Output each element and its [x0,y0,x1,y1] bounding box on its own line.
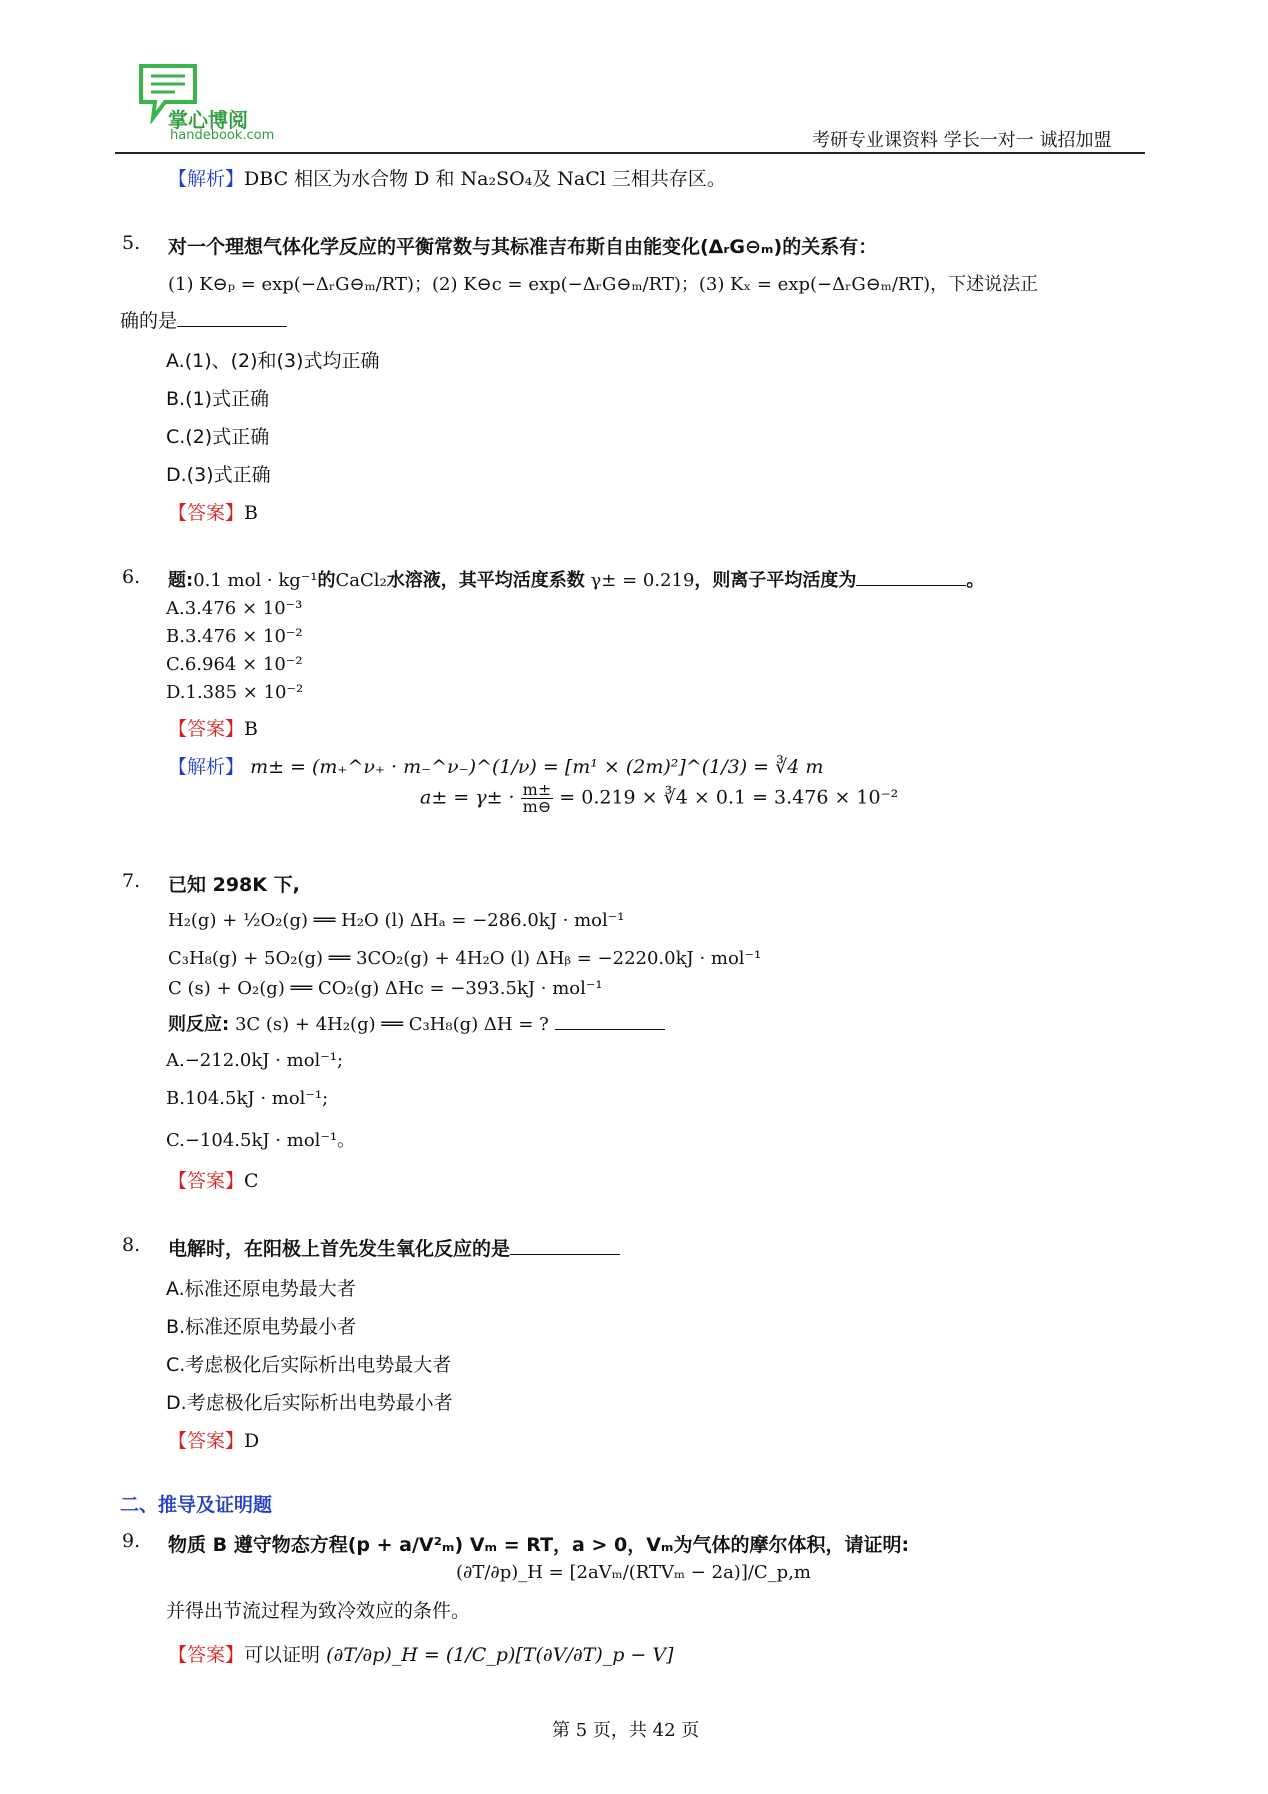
q7-eq1: H₂(g) + ½O₂(g) ══ H₂O (l) ΔHₐ = −286.0kJ · mol⁻¹ [168,910,625,931]
analysis-tag: 【解析】 [168,756,245,778]
q7-stem: 已知 298K 下, [168,874,300,896]
q6-option-d: D.1.385 × 10⁻² [166,682,304,703]
q8-option-d: D.考虑极化后实际析出电势最小者 [166,1392,453,1414]
q6-analysis [168,752,823,779]
q7-number: 7. [122,870,141,892]
q7-option-a: A.−212.0kJ · mol⁻¹; [166,1050,344,1071]
q6-analysis-line2: a± = γ± · $\frac{m\pm}{m⊖}$ = 0.219 × ∛4 × 0.1 = 3.476 × 10⁻² [420,780,899,816]
q7-eq2: C₃H₈(g) + 5O₂(g) ══ 3CO₂(g) + 4H₂O (l) ΔHᵦ = −2220.0kJ · mol⁻¹ [168,948,762,969]
q9-equation: (∂T/∂p)_H = [2aVₘ/(RTVₘ − 2a)]/C_p,m [456,1562,811,1583]
q8-stem: 电解时，在阳极上首先发生氧化反应的是 [168,1234,620,1261]
q7-answer: 【答案】C [168,1170,259,1192]
q9-stem: 物质 B 遵守物态方程(p + a/V²ₘ) Vₘ = RT，a > 0，Vₘ为气体的摩尔体积，请证明: [168,1534,910,1556]
analysis-line1: m± = (m₊^ν₊ · m₋^ν₋)^(1/ν) = [m¹ × (2m)²]^(1/3) = ∛4 m [250,756,824,778]
answer-blank [856,567,966,586]
logo-text: 掌心博阅 [168,108,248,132]
q8-answer: 【答案】D [168,1430,260,1452]
q5-formulas-cont: 确的是 [120,306,287,333]
q5-answer: 【答案】B [168,502,258,524]
analysis-tag: 【解析】 [168,168,245,190]
q6-option-b: B.3.476 × 10⁻² [166,626,303,647]
section-title: 二、推导及证明题 [120,1494,273,1516]
answer-blank [555,1011,665,1030]
header-rule [115,152,1145,154]
q6-stem: 题:0.1 mol · kg⁻¹的CaCl₂水溶液，其平均活度系数 γ± = 0.219，则离子平均活度为 。 [168,566,984,592]
q7-option-c: C.−104.5kJ · mol⁻¹。 [166,1130,356,1151]
header-tagline: 考研专业课资料 学长一对一 诚招加盟 [812,130,1112,151]
q5-option-c: C.(2)式正确 [166,426,270,448]
q8-number: 8. [122,1234,141,1256]
q6-answer: 【答案】B [168,718,258,740]
q6-option-c: C.6.964 × 10⁻² [166,654,303,675]
analysis-text: DBC 相区为水合物 D 和 Na₂SO₄及 NaCl 三相共存区。 [244,168,726,190]
q5-option-d: D.(3)式正确 [166,464,271,486]
q6-option-a: A.3.476 × 10⁻³ [166,598,303,619]
answer-blank [510,1236,620,1255]
q9-answer: 【答案】可以证明 (∂T/∂p)_H = (1/C_p)[T(∂V/∂T)_p − V] [168,1644,674,1666]
page-number: 第 5 页，共 42 页 [552,1720,700,1741]
q7-reaction: 则反应: 3C (s) + 4H₂(g) ══ C₃H₈(g) ΔH = ? [168,1010,665,1036]
q4-analysis [168,164,726,191]
q9-number: 9. [122,1530,141,1552]
q5-formulas: (1) K⊖ₚ = exp(−ΔᵣG⊖ₘ/RT)；(2) K⊖c = exp(−ΔᵣG⊖ₘ/RT)；(3) Kₓ = exp(−ΔᵣG⊖ₘ/RT)，下述说法正 [168,274,1039,295]
q6-number: 6. [122,566,141,588]
q8-option-a: A.标准还原电势最大者 [166,1278,356,1300]
q9-line2: 并得出节流过程为致冷效应的条件。 [166,1600,471,1622]
q7-option-b: B.104.5kJ · mol⁻¹; [166,1088,329,1109]
q5-option-b: B.(1)式正确 [166,388,269,410]
q7-eq3: C (s) + O₂(g) ══ CO₂(g) ΔHc = −393.5kJ · mol⁻¹ [168,978,603,999]
logo-url: handebook.com [170,128,275,143]
q5-stem: 对一个理想气体化学反应的平衡常数与其标准吉布斯自由能变化(ΔᵣG⊖ₘ)的关系有： [168,236,878,258]
q5-option-a: A.(1)、(2)和(3)式均正确 [166,350,380,372]
q8-option-c: C.考虑极化后实际析出电势最大者 [166,1354,452,1376]
answer-blank [177,308,287,327]
q8-option-b: B.标准还原电势最小者 [166,1316,357,1338]
q5-number: 5. [122,232,141,254]
